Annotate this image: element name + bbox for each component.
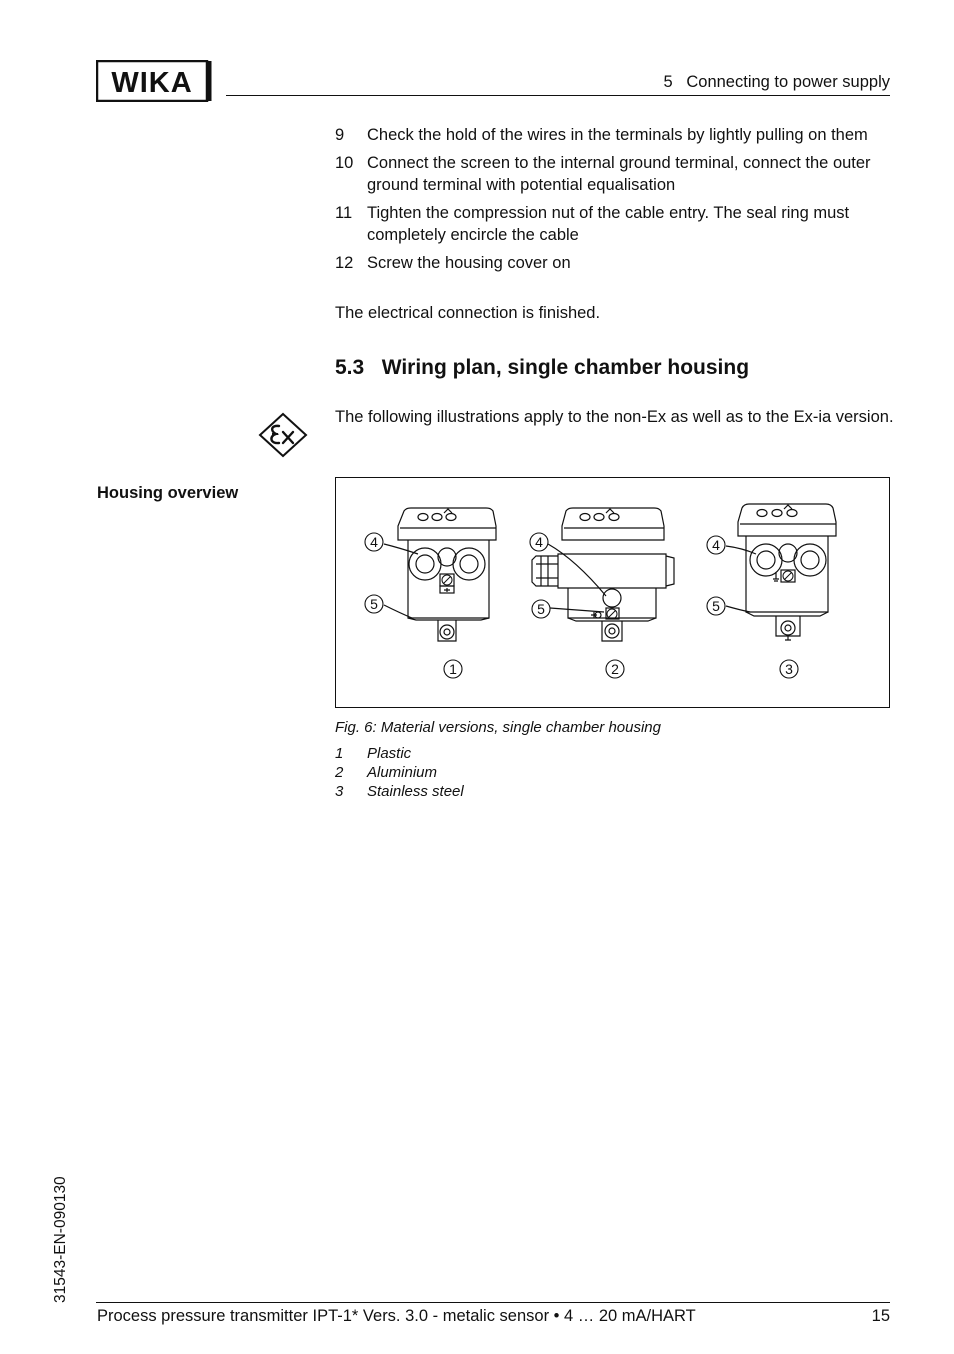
chapter-header: 5 Connecting to power supply xyxy=(663,73,890,91)
stainless-steel-housing-drawing xyxy=(738,504,836,640)
list-item: 11 Tighten the compression nut of the cable entry. The seal ring must completely encircle the cable xyxy=(335,204,850,244)
callout-4: 4 xyxy=(712,537,720,553)
ex-protection-icon xyxy=(258,412,308,458)
step-list xyxy=(335,124,895,280)
callout-4: 4 xyxy=(370,534,378,550)
callout-3: 3 xyxy=(785,661,793,677)
aluminium-housing-drawing xyxy=(532,508,674,641)
ex-note: The following illustrations apply to the non-Ex as well as to the Ex-ia version. xyxy=(335,408,894,426)
list-item: 1 Plastic xyxy=(335,745,412,762)
footer-title: Process pressure transmitter IPT-1* Vers. 3.0 - metalic sensor • 4 … 20 mA/HART xyxy=(97,1307,696,1325)
section-title: 5.3 Wiring plan, single chamber housing xyxy=(335,356,750,379)
footer-rule xyxy=(96,1302,890,1303)
callout-1: 1 xyxy=(449,661,457,677)
document-code: 31543-EN-090130 xyxy=(52,1176,69,1303)
figure-legend xyxy=(335,744,464,801)
figure-caption: Fig. 6: Material versions, single chamber housing xyxy=(335,719,661,736)
housing-figure xyxy=(335,477,890,708)
plastic-housing-drawing xyxy=(398,508,496,641)
svg-text:WIKA: WIKA xyxy=(111,67,193,99)
list-item: 12 Screw the housing cover on xyxy=(335,254,571,272)
finish-text: The electrical connection is finished. xyxy=(335,304,601,322)
list-item: 2 Aluminium xyxy=(335,764,438,781)
callout-5: 5 xyxy=(712,598,720,614)
list-item: 3 Stainless steel xyxy=(335,783,464,800)
list-item: 10 Connect the screen to the internal ground terminal, connect the outer ground terminal with potential equalisation xyxy=(335,154,871,194)
header-rule xyxy=(226,95,890,96)
housing-overview-label: Housing overview xyxy=(97,484,239,502)
list-item: 9 Check the hold of the wires in the terminals by lightly pulling on them xyxy=(335,126,868,144)
wika-logo xyxy=(96,60,212,102)
callout-2: 2 xyxy=(611,661,619,677)
callout-5: 5 xyxy=(537,601,545,617)
page-number: 15 xyxy=(871,1307,890,1325)
callout-5: 5 xyxy=(370,596,378,612)
callout-4: 4 xyxy=(535,534,543,550)
